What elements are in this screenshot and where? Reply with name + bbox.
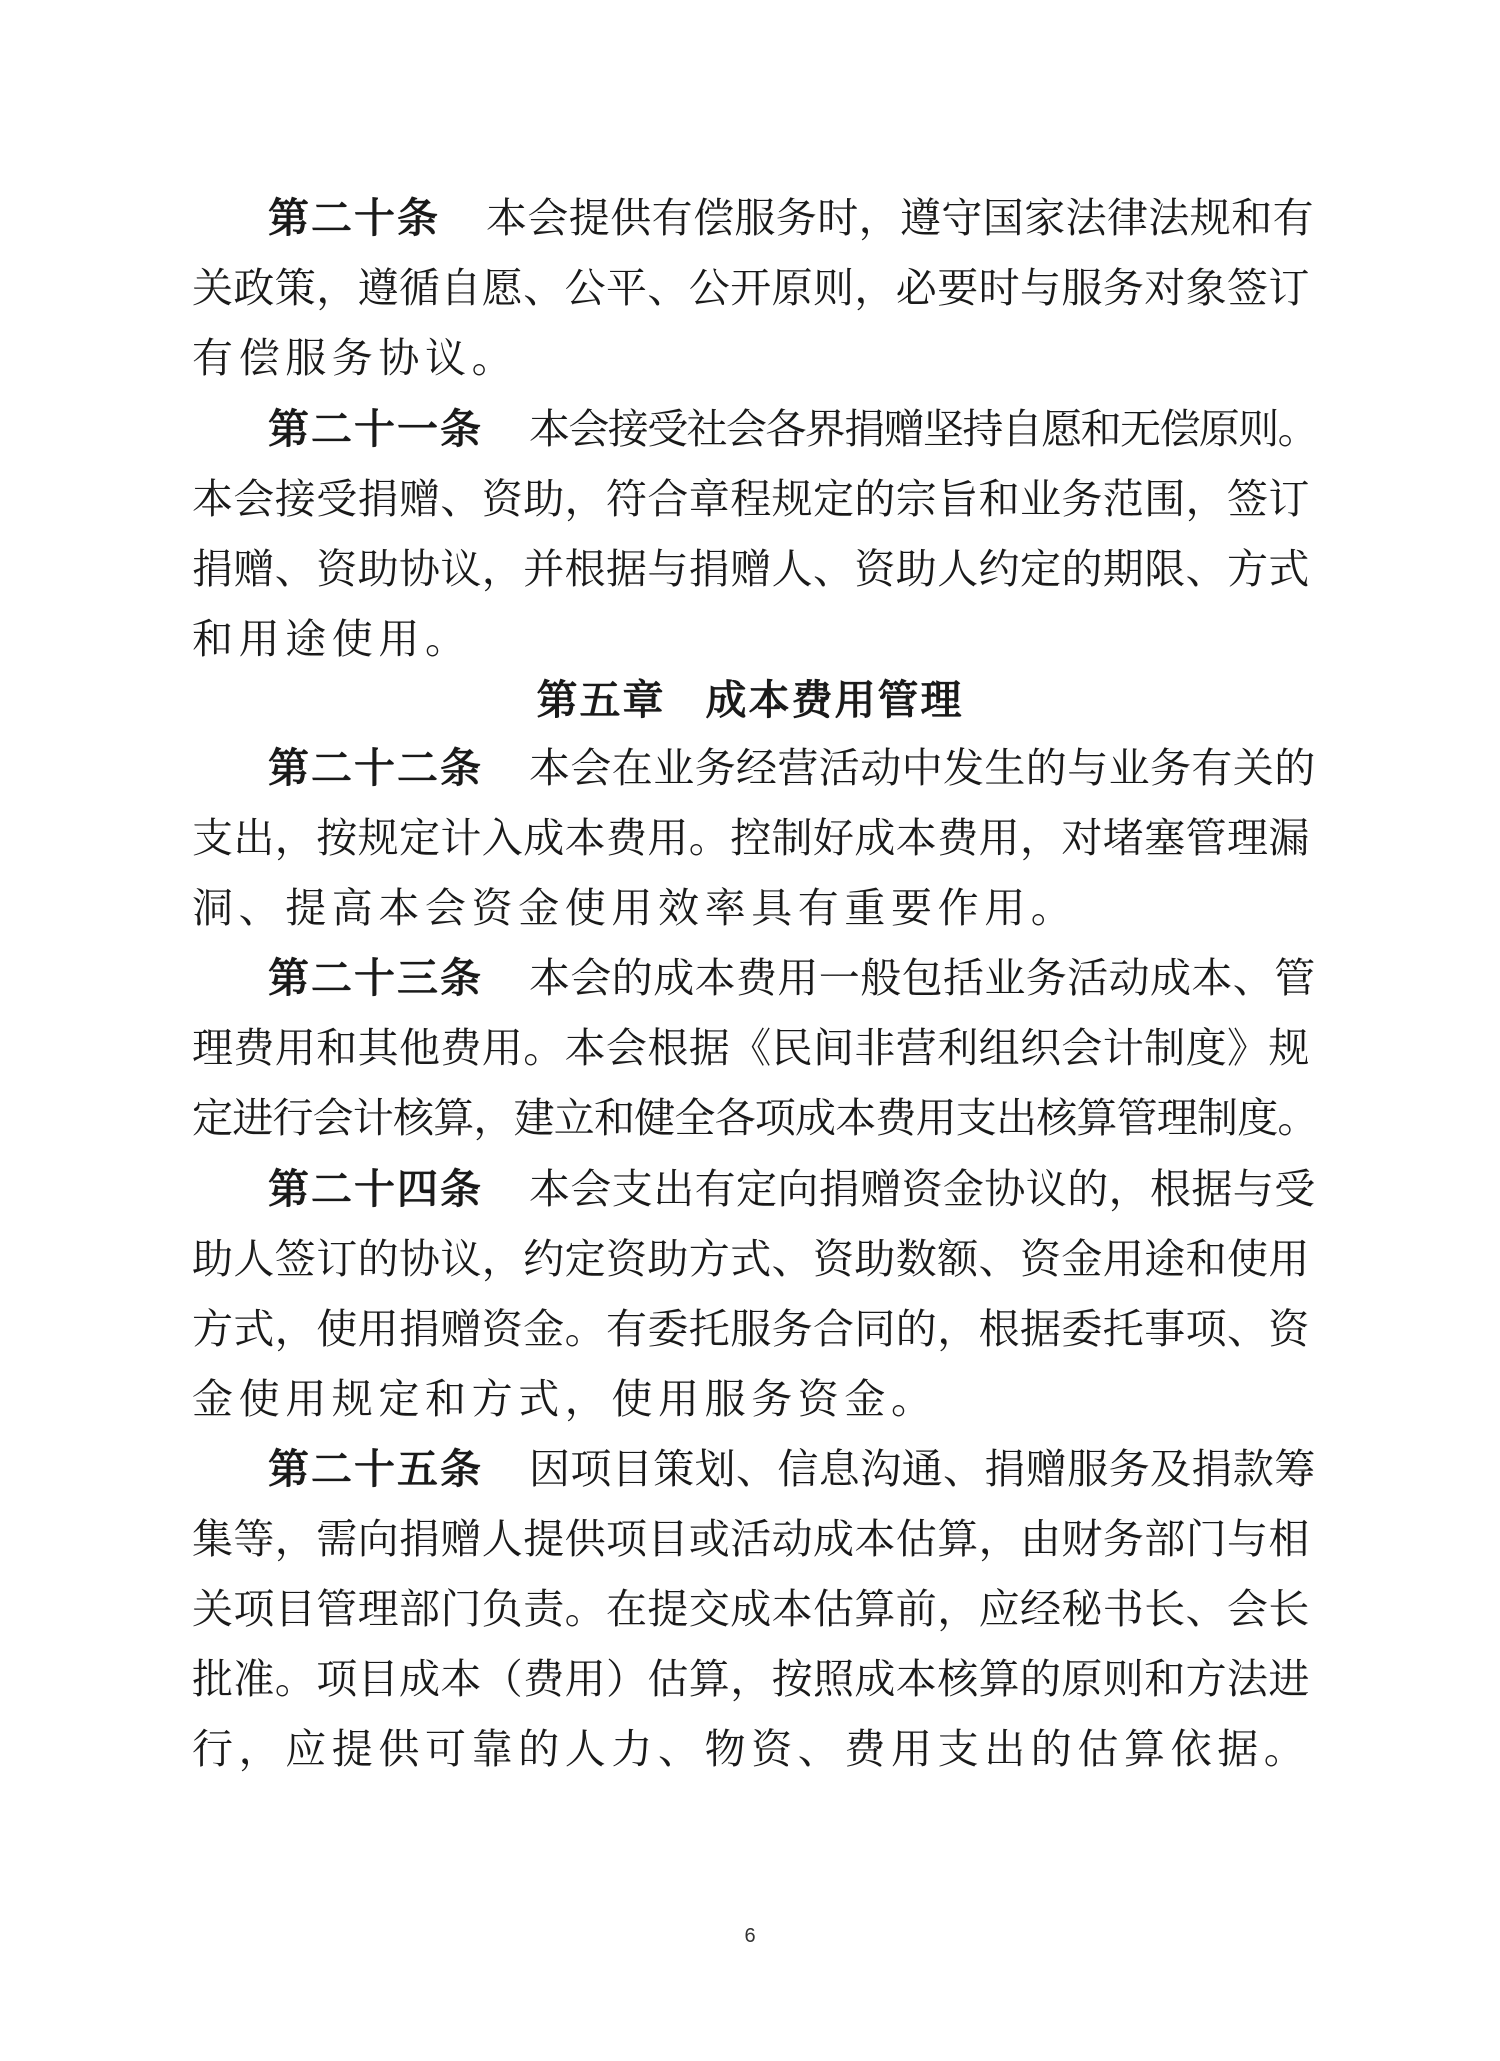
article-21-label: 第二十一条 <box>268 405 483 453</box>
article-20-text: 本会提供有偿服务时，遵守国家法律法规和有 <box>486 194 1314 242</box>
article-21-line-4: 和用途使用。 <box>192 615 472 663</box>
article-25-line-4: 批准。项目成本（费用）估算，按照成本核算的原则和方法进 <box>192 1655 1310 1703</box>
article-23-label: 第二十三条 <box>268 954 483 1002</box>
article-25-label: 第二十五条 <box>268 1445 483 1493</box>
article-23-line-1 <box>268 948 1316 1008</box>
article-22-text: 本会在业务经营活动中发生的与业务有关的 <box>529 744 1316 792</box>
article-25-line-3: 关项目管理部门负责。在提交成本估算前，应经秘书长、会长 <box>192 1585 1310 1633</box>
article-24-label: 第二十四条 <box>268 1165 483 1213</box>
article-25-text: 因项目策划、信息沟通、捐赠服务及捐款筹 <box>529 1445 1316 1493</box>
article-25-line-5: 行，应提供可靠的人力、物资、费用支出的估算依据。 <box>192 1725 1311 1773</box>
article-23-text: 本会的成本费用一般包括业务活动成本、管 <box>529 954 1316 1002</box>
article-22-line-1 <box>268 738 1316 798</box>
chapter-heading <box>0 670 1500 730</box>
article-22-line-3: 洞、提高本会资金使用效率具有重要作用。 <box>192 884 1078 932</box>
article-24-text: 本会支出有定向捐赠资金协议的，根据与受 <box>529 1165 1316 1213</box>
article-23-line-2: 理费用和其他费用。本会根据《民间非营利组织会计制度》规 <box>192 1024 1310 1072</box>
chapter-title: 成本费用管理 <box>705 676 964 724</box>
article-21-text: 本会接受社会各界捐赠坚持自愿和无偿原则。 <box>529 405 1317 453</box>
article-20-line-1 <box>268 188 1314 248</box>
article-25-line-1 <box>268 1439 1316 1499</box>
article-24-line-3: 方式，使用捐赠资金。有委托服务合同的，根据委托事项、资 <box>192 1305 1310 1353</box>
article-21-line-2: 本会接受捐赠、资助，符合章程规定的宗旨和业务范围，签订 <box>192 475 1310 523</box>
article-20-line-2: 关政策，遵循自愿、公平、公开原则，必要时与服务对象签订 <box>192 264 1310 312</box>
article-21-line-3: 捐赠、资助协议，并根据与捐赠人、资助人约定的期限、方式 <box>192 545 1310 593</box>
chapter-number: 第五章 <box>536 676 666 724</box>
article-23-line-3: 定进行会计核算，建立和健全各项成本费用支出核算管理制度。 <box>192 1094 1318 1142</box>
article-24-line-1 <box>268 1159 1316 1219</box>
article-22-line-2: 支出，按规定计入成本费用。控制好成本费用，对堵塞管理漏 <box>192 814 1310 862</box>
article-25-line-2: 集等，需向捐赠人提供项目或活动成本估算，由财务部门与相 <box>192 1515 1310 1563</box>
article-21-line-1 <box>268 399 1317 459</box>
article-24-line-4: 金使用规定和方式，使用服务资金。 <box>192 1375 938 1423</box>
article-24-line-2: 助人签订的协议，约定资助方式、资助数额、资金用途和使用 <box>192 1235 1310 1283</box>
article-20-label: 第二十条 <box>268 194 440 242</box>
article-22-label: 第二十二条 <box>268 744 483 792</box>
article-20-line-3: 有偿服务协议。 <box>192 334 519 382</box>
page-number: 6 <box>744 1925 756 1947</box>
